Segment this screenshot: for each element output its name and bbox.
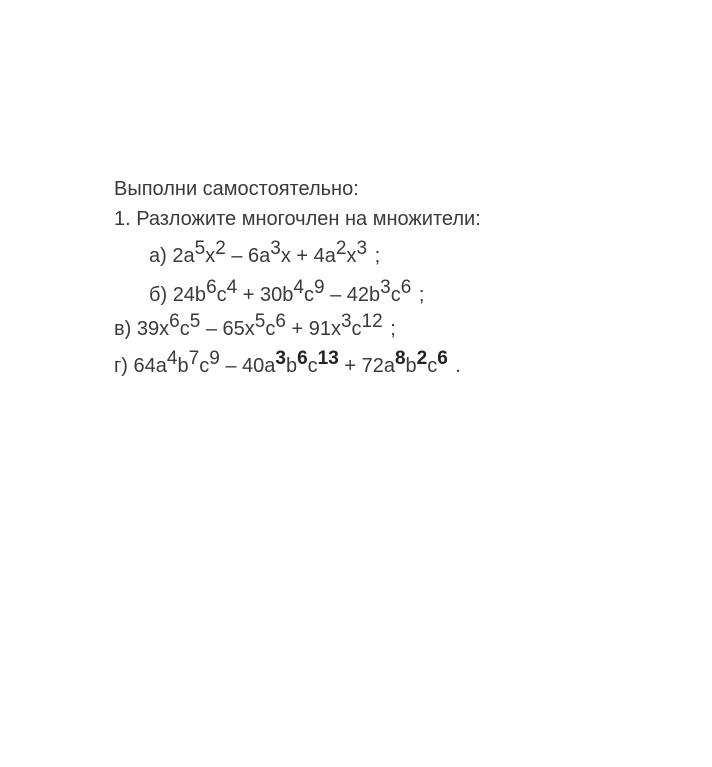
- task-statement: 1. Разложите многочлен на множители:: [114, 208, 481, 230]
- term: c: [390, 284, 401, 306]
- term: b: [405, 355, 417, 377]
- exponent: 2: [335, 238, 347, 259]
- term: – 40a: [219, 355, 276, 377]
- polynomial-a: [149, 238, 381, 268]
- exponent: 3: [270, 238, 281, 259]
- terminator: ;: [413, 284, 425, 306]
- exponent: 6: [169, 311, 180, 332]
- item-label: в): [114, 318, 132, 340]
- term: c: [427, 355, 438, 377]
- term: – 6a: [225, 245, 271, 267]
- exponent: 3: [356, 238, 368, 259]
- term: – 42b: [324, 284, 381, 306]
- exponent: 5: [189, 311, 201, 332]
- item-label: а): [149, 245, 167, 267]
- exponent: 3: [275, 348, 286, 369]
- exponent: 6: [437, 348, 448, 369]
- term: x: [346, 245, 357, 267]
- term: b: [177, 355, 189, 377]
- exponent: 9: [209, 348, 220, 369]
- term: c: [303, 284, 314, 306]
- term: 24b: [172, 284, 207, 306]
- exponent: 3: [340, 311, 352, 332]
- exponent: 6: [275, 311, 286, 332]
- exponent: 2: [215, 238, 226, 259]
- exponent: 6: [400, 277, 412, 298]
- exponent: 13: [317, 348, 339, 369]
- terminator: ;: [369, 245, 381, 267]
- exponent: 7: [188, 348, 200, 369]
- term: b: [285, 355, 298, 377]
- exponent: 5: [194, 238, 206, 259]
- exponent: 4: [166, 348, 178, 369]
- term: + 72a: [338, 355, 395, 377]
- exponent: 4: [293, 277, 304, 298]
- term: + 30b: [237, 284, 294, 306]
- item-label: г): [114, 355, 128, 377]
- exponent: 8: [394, 348, 406, 369]
- term: c: [265, 318, 276, 340]
- exponent: 9: [313, 277, 325, 298]
- term: x + 4a: [280, 245, 336, 267]
- term: – 65x: [200, 318, 255, 340]
- exponent: 12: [361, 311, 383, 332]
- polynomial-v: [114, 311, 396, 341]
- term: c: [351, 318, 362, 340]
- term: c: [307, 355, 318, 377]
- terminator: ;: [384, 318, 396, 340]
- exponent: 6: [206, 277, 217, 298]
- exponent: 5: [254, 311, 266, 332]
- term: 64a: [133, 355, 167, 377]
- polynomial-g: [114, 348, 461, 378]
- term: c: [199, 355, 210, 377]
- term: c: [179, 318, 190, 340]
- item-label: б): [149, 284, 168, 306]
- term: x: [205, 245, 216, 267]
- polynomial-b: [149, 277, 425, 307]
- term: c: [216, 284, 227, 306]
- exponent: 6: [297, 348, 308, 369]
- exercise-heading: Выполни самостоятельно:: [114, 178, 359, 200]
- term: + 91x: [285, 318, 341, 340]
- exponent: 2: [416, 348, 428, 369]
- exponent: 4: [226, 277, 238, 298]
- term: 39x: [136, 318, 170, 340]
- exponent: 3: [380, 277, 391, 298]
- terminator: .: [449, 355, 461, 377]
- term: 2a: [172, 245, 195, 267]
